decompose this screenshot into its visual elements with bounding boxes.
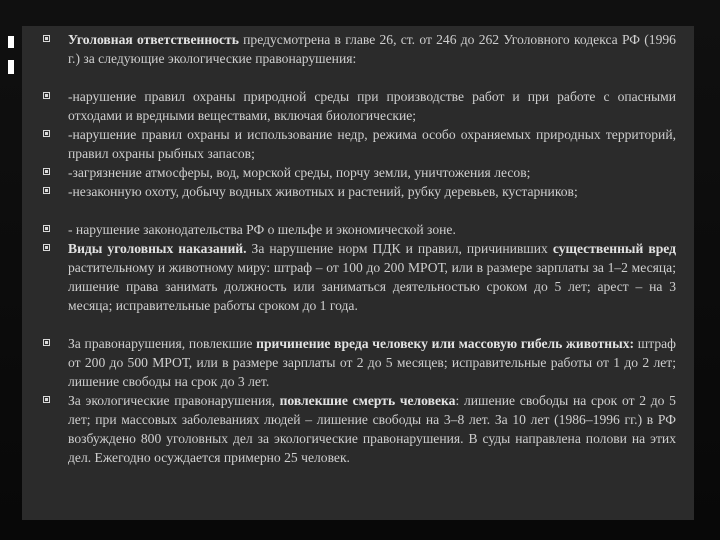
text-run: - нарушение законодательства РФ о шельфе и экономической зоне. (68, 222, 456, 237)
text-run: За нарушение норм ПДК и правил, причинивших (246, 241, 553, 256)
bold-run: существенный вред (552, 241, 677, 256)
bullet-text (68, 32, 676, 66)
bullet-text (68, 393, 676, 465)
bullet-text (68, 222, 456, 237)
deco-bar-3 (8, 60, 14, 74)
bold-run: причинение вреда человеку или массовую гибель животных: (256, 336, 635, 351)
bullet-item (68, 163, 676, 182)
text-run: За экологические правонарушения, (68, 393, 280, 408)
bullet-item (68, 220, 676, 239)
bullet-text (68, 89, 676, 123)
bullet-item (68, 334, 676, 391)
bullet-item (68, 87, 676, 125)
bullet-text (68, 127, 676, 161)
square-bullet-icon (43, 339, 50, 346)
square-bullet-icon (43, 168, 50, 175)
square-bullet-icon (43, 130, 50, 137)
bullet-text (68, 165, 530, 180)
square-bullet-icon (43, 225, 50, 232)
bullet-item (68, 391, 676, 467)
square-bullet-icon (43, 244, 50, 251)
square-bullet-icon (43, 187, 50, 194)
bullet-item (68, 182, 676, 220)
text-run: -нарушение правил охраны природной среды при производстве работ и при работе с опасными отходами и вредными веществами, включая биологические; (68, 89, 676, 123)
square-bullet-icon (43, 92, 50, 99)
bullet-text (68, 241, 676, 313)
text-run: -незаконную охоту, добычу водных животных и растений, рубку деревьев, кустарников; (68, 184, 578, 199)
deco-bar-1 (8, 36, 14, 48)
bold-run: Виды уголовных наказаний. (68, 241, 247, 256)
bullet-list (68, 30, 676, 467)
text-run: -загрязнение атмосферы, вод, морской среды, порчу земли, уничтожения лесов; (68, 165, 531, 180)
text-run: За правонарушения, повлекшие (68, 336, 257, 351)
text-run: предусмотрена в главе 26, ст. от 246 до 262 Уголовного кодекса РФ (1996 г.) за следующие экологические правонарушения: (68, 32, 676, 66)
bullet-item (68, 125, 676, 163)
text-run: : лишение свободы на срок от 2 до 5 лет; при массовых заболеваниях людей – лишение свободы на 3–8 лет. За 10 лет (1986–1996 гг.) в РФ возбуждено 800 уголовных дел за экологические правонарушения. В суды направлена полови на этих дел. Ежегодно осуждается примерно 25 человек. (68, 393, 676, 465)
bullet-item (68, 30, 676, 87)
bullet-item (68, 239, 676, 334)
text-run: растительному и животному миру: штраф – от 100 до 200 МРОТ, или в размере зарплаты за 1–2 месяца; лишение права занимать должность или заниматься деятельностью сроком до 5 лет; арест – на 3 месяца; исправительные работы сроком до 1 года. (68, 260, 676, 313)
bold-run: Уголовная ответственность (68, 32, 239, 47)
text-run: штраф от 200 до 500 МРОТ, или в размере зарплаты от 2 до 5 месяцев; исправительные работы от 1 до 2 лет; лишение свободы на срок до 3 лет. (68, 336, 676, 389)
square-bullet-icon (43, 396, 50, 403)
bold-run: повлекшие смерть человека (279, 393, 456, 408)
text-run: -нарушение правил охраны и использование недр, режима особо охраняемых природных территорий, правил охраны рыбных запасов; (68, 127, 676, 161)
bullet-text (68, 336, 676, 389)
square-bullet-icon (43, 35, 50, 42)
bullet-text (68, 184, 578, 199)
